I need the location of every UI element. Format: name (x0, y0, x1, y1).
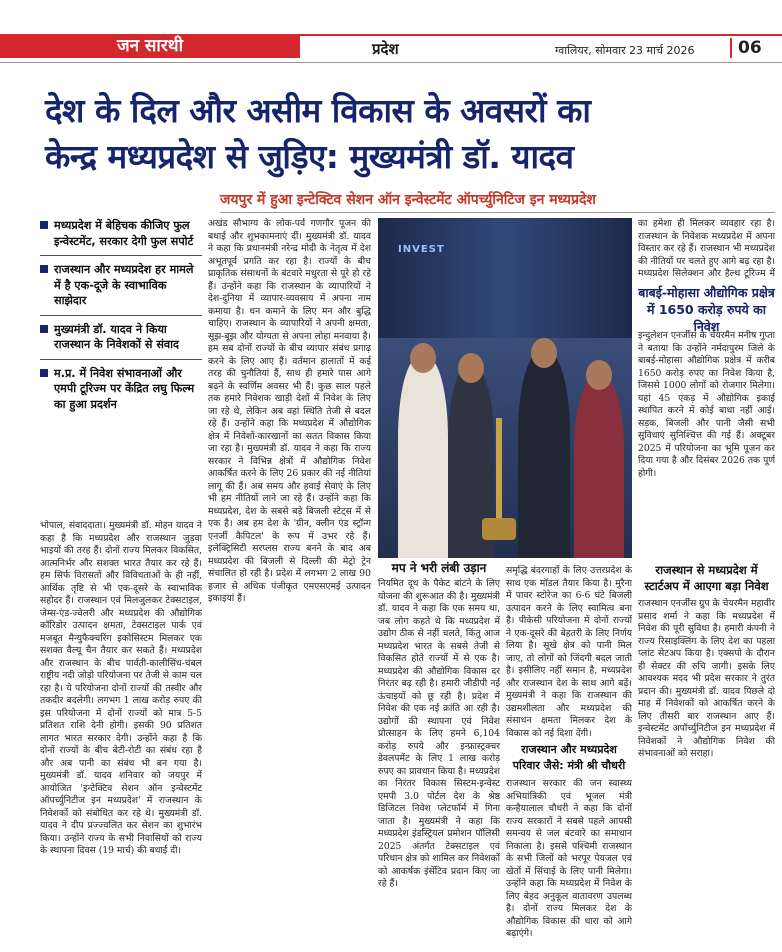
person-figure (398, 358, 448, 558)
divider (40, 315, 202, 316)
masthead-bottom-rule (0, 62, 782, 63)
divider (40, 359, 202, 360)
article-column-3: नियमित दूध के पैकेट बांटने के लिए योजना की शुरूआत की है। मुख्यमंत्री डॉ. यादव ने कहा कि एक समय था, जब लोग कहते थे कि मध्यप्रदेश में उद्योग ठीक से नहीं चलते, किंतु आज मध्यप्रदेश भारत के सबसे तेजी से विकसित होते राज्यों में से एक है। मध्यप्रदेश की औद्योगिक विकास दर निरंतर बढ़ रही है। हमारी जीडीपी नई ऊंचाइयों को छू रही है। प्रदेश में निवेश की एक नई क्रांति आ रही है। उद्योगों की स्थापना एवं निवेश प्रोत्साहन के लिए हमने 6,104 करोड़ रुपये और इन्फ्रास्ट्रक्चर डेवलपमेंट के लिए 1 लाख करोड़ रुपए का प्रावधान किया है। मध्यप्रदेश का निरंतर विकास सिस्टम-इन्वेस्ट एमपी 3.0 पोर्टल देश के श्रेष्ठ डिजिटल निवेश प्लेटफॉर्म में गिना जाता है। मुख्यमंत्री ने कहा कि मध्यप्रदेश इंडस्ट्रियल प्रमोशन पॉलिसी 2025 अंतर्गत टेक्सटाइल एवं परिधान क्षेत्र को शामिल कर निवेशकों को आकर्षक इंसेंटिव प्रदान किए जा रहे हैं। (378, 578, 500, 889)
person-head (410, 343, 436, 373)
dateline: ग्वालियर, सोमवार 23 मार्च 2026 (555, 44, 695, 57)
person-figure (518, 353, 570, 558)
masthead (0, 0, 782, 62)
main-headline (45, 88, 765, 180)
highlight-item: म.प्र. में निवेश संभावनाओं और एमपी टूरिज्म पर केंद्रित लघु फिल्म का हुआ प्रदर्शन (40, 366, 202, 413)
ceremonial-lamp-base (482, 518, 516, 540)
subheadline: जयपुर में हुआ इन्टेक्टिव सेशन ऑन इन्वेस्टमेंट ऑपर्च्युनिटिज इन मध्यप्रदेश (220, 192, 596, 208)
square-bullet-icon (40, 325, 48, 333)
square-bullet-icon (40, 369, 48, 377)
square-bullet-icon (40, 221, 48, 229)
section-name: प्रदेश (372, 40, 399, 58)
article-column-1: भोपाल, संवाददाता। मुख्यमंत्री डॉ. मोहन यादव ने कहा है कि मध्यप्रदेश और राजस्थान जुड़वा भाइयों की तरह हैं। दोनों राज्य मिलकर विकसित, आत्मनिर्भर और सशक्त भारत तैयार कर रहे हैं। हम सिर्फ विरासतों और विविधताओं के ही नहीं, आर्थिक तृष्टि से भी एक-दूसरे के स्वाभाविक सहोदर हैं। राजस्थान एवं मिलजुलकर टेक्सटाइल, जेम्स-एंड-ज्वेलरी और मध्यप्रदेश की औद्योगिक कॉरिडोर उत्पादन क्षमता, टेक्सटाइल पार्क एवं मजबूत मैन्युफैक्चरिंग इकोसिस्टम मिलकर एक सशक्त वैल्यू चैन तैयार कर सकते हैं। मध्यप्रदेश और राजस्थान के बीच पार्वती-कालीसिंध-चंबल राष्ट्रीय नदी जोड़ो परियोजना पर तेजी से काम चल रहा है। ये परियोजना दोनों राज्यों की तस्वीर और तकदीर बदलेगी। लगभग 1 लाख करोड़ रुपए की इस परियोजना में दोनों राज्यों को मात्र 5-5 प्रतिशत राशि देनी होगी। इसकी 90 प्रतिशत लागत भारत सरकार देगी। उन्होंने कहा है कि दोनों राज्यों के बीच बेटी-रोटी का संबंध रहा है और अब पानी का संबंध भी बन गया है। मुख्यमंत्री डॉ. यादव शनिवार को जयपुर में आयोजित 'इन्टेक्टिव सेशन ऑन इन्वेस्टमेंट ऑपर्च्युनिटीज इन मध्यप्रदेश' में राजस्थान के निवेशकों को संबोधित कर रहे थे। मुख्यमंत्री डॉ. यादव ने दीप प्रज्ज्वलित कर सेशन का शुभारंभ किया। उन्होंने राज्य के सभी निवासियों को राज्य के स्थापना दिवस (19 मार्च) की बधाई दी। (40, 520, 202, 856)
person-head (458, 353, 484, 383)
subheading-pariwar: राजस्थान और मध्यप्रदेश परिवार जैसे: मंत्री श्री चौधरी (512, 743, 626, 772)
article-column-4: समृद्धि बंदरगाहों के लिए उत्तरप्रदेश के साथ एक मॉडल तैयार किया है। मुरैना में पावर स्टोरेज का 6-6 घंटे बिजली उत्पादन करने के लिए स्वामित्व बना है। पीकेसी परियोजना में दोनों राज्यों ने एक-दूसरे की बेहतरी के लिए निर्णय लिया है। सूखे क्षेत्र को पानी मिल जाए, तो लोगों को जिंदगी बदल जाती है। इसीलिए नहीं समान है, मध्यप्रदेश और राजस्थान देश के साथ आगे बढ़ें। मुख्यमंत्री ने कहा कि राजस्थान की उद्यमशीलता और मध्यप्रदेश की संसाधन क्षमता मिलकर देश के विकास को नई दिशा देंगी। (506, 565, 632, 738)
subheading-mp-udaan: मप ने भरी लंबी उड़ान (391, 561, 487, 575)
subheading-babai-mohasa: बाबई-मोहासा औद्योगिक प्रक्षेत्र में 1650 करोड़ रुपये का निवेश (638, 285, 775, 334)
square-bullet-icon (40, 265, 48, 273)
article-column-6-middle: इन्दुलेशन एनर्जीस के चेयरमैन मनीष गुप्ता ने बताया कि उन्होंने नर्मदापुरम जिले के बाबई-मोहासा औद्योगिक प्रक्षेत्र में करीब 1650 करोड़ रुपए का निवेश किया है, जिससे 1000 लोगों को रोजगार मिलेगा। यहां 45 एकड़ में औद्योगिक इकाई स्थापित करने में कोई बाधा नहीं आई। सड़क, बिजली और पानी जैसी सभी सुविधाएं सुनिश्चित्त की गई हैं। अक्टूबर 2025 में परियोजना का भूमि पूजन कर दिया गया है और दिसंबर 2026 तक पूर्ण होगी। (638, 330, 775, 479)
article-column-6-bottom: राजस्थान एनर्जीस ग्रुप के चेयरमैन महावीर प्रसाद शर्मा ने कहा कि मध्यप्रदेश में निवेश की पूरी सुविधा है। हमारी कंपनी ने राज्य रिसाइक्लिंग के लिए देश का पहला प्लांट सेटअप किया है। एक्सपो के दौरान ही सेक्टर की रुचि जागी। इसके लिए आवश्यक मदद भी प्रदेश सरकार ने तुरंत प्रदान की। मुख्यमंत्री डॉ. यादव पिछले दो माह में निवेशकों को आकर्षित करने के लिए तीसरी बार राजस्थान आए हैं। इन्वेस्टमेंट अपॉर्च्युनिटीज इन मध्यप्रदेश में निवेशकों ने औद्योगिक निवेश की संभावनाओं को सराहा। (638, 598, 775, 759)
page-number: 06 (738, 38, 762, 58)
highlight-item: मुख्यमंत्री डॉ. यादव ने किया राजस्थान के निवेशकों से संवाद (40, 322, 202, 353)
photo-banner-text: INVEST (398, 244, 445, 255)
page-number-divider (730, 38, 732, 58)
person-figure (574, 378, 624, 558)
highlight-item: राजस्थान और मध्यप्रदेश हर मामले में है एक-दूजे के स्वाभाविक साझेदार (40, 262, 202, 309)
person-head (586, 360, 612, 390)
article-column-5: राजस्थान सरकार की जन स्वास्थ्य अभियांत्रिकी एवं भूजल मंत्री कन्हैयालाल चौधरी ने कहा कि दोनों राज्य सरकारों ने सबसे पहले आपसी समन्वय से जल बंटवारे का समाधान निकाला है। इससे पश्चिमी राजस्थान के सभी जिलों को भरपूर पेयजल एवं खेतों में सिंचाई के लिए पानी मिलेगा। उन्होंने कहा कि मध्यप्रदेश में निवेश के लिए बेहद अनुकूल वातावरण उपलब्ध है। दोनों राज्य मिलकर देश के औद्योगिक विकास की धारा को आगे बढ़ाएंगे। (506, 778, 632, 939)
article-column-2: अखंड सौभाग्य के लोक-पर्व गणगौर पूजन की बधाई और शुभकामनाएं दीं। मुख्यमंत्री डॉ. यादव ने कहा कि प्रधानमंत्री नरेन्द्र मोदी के नेतृत्व में देश अभूतपूर्व प्रगति कर रहा है। राज्यों के बीच प्राकृतिक संसाधनों के बंटवारे मधुरता से पूरे हो रहे हैं। उन्होंने कहा कि राजस्थान के व्यापारियों ने देश-दुनिया में व्यापार-व्यवसाय में अपना नाम कमाया है। धन कमाने के लिए मन और बुद्धि चाहिए। राजस्थान के व्यापारियों ने अपनी क्षमता, सूझ-बूझ और योग्यता से अपना लोहा मनवाया है। हम सब दोनों राज्यों के बीच व्यापार संबंध प्रगाढ़ करने के लिए आए हैं। वर्तमान हालातों में कई तरह की चुनौतियां हैं, साथ ही हमारे पास आगे बढ़ने के स्वर्णिम अवसर भी हैं। कुछ साल पहले तक हमारे निवेशक खाड़ी देशों में निवेश के लिए जा रहे थे, लेकिन अब वहां स्थिति तेजी से बदल रहे हैं। उन्होंने कहा कि मध्यप्रदेश में औद्योगिक क्षेत्र में निवेशों-कारखानों का सतत विकास किया जा रहा है। मुख्यमंत्री डॉ. यादव ने कहा कि राज्य सरकार ने विभिन्न क्षेत्रों में औद्योगिक निवेश आकर्षित करने के लिए 26 प्रकार की नई नीतियां लागू की हैं। अब समय और हवाई सेवाएं के लिए भी हम नीतियों लाने जा रहे हैं। उन्होंने कहा कि मध्यप्रदेश, देश के सबसे बड़े बिजली स्टेट्स में से एक है। अब हम देश के 'ग्रीन, क्लीन एंड स्ट्रॉन्ग एनर्जी कैपिटल' के रूप में उभर रहे हैं। इलेक्ट्रिसिटी सरप्लस राज्य बनने के बाद अब मध्यप्रदेश की बिजली से दिल्ली की मेट्रो ट्रेन संचालित हो रही है। प्रदेश में लगभग 2 लाख 90 हजार से अधिक पंजीकृत एमएसएमई उत्पादन इकाइयां हैं। (208, 218, 371, 604)
newspaper-name: जन सारथी (116, 36, 184, 56)
subhead-rule (220, 212, 775, 213)
headline-line-2: केन्द्र मध्यप्रदेश से जुड़िए: मुख्यमंत्री डॉ. यादव (45, 137, 574, 176)
subheading-rajasthan-startup: राजस्थान से मध्यप्रदेश में स्टार्टअप में आएगा बड़ा निवेश (644, 563, 769, 593)
headline-line-1: देश के दिल और असीम विकास के अवसरों का (45, 91, 591, 130)
article-column-6-top: का हमेशा ही मिलकर व्यवहार रहा है। राजस्थान के निवेशक मध्यप्रदेश में अपना विस्तार कर रहे हैं। राजस्थान भी मध्यप्रदेश की नीतियों पर चलते हुए आगे बढ़ रहा है। मध्यप्रदेश सिलेक्शन और हैल्थ टूरिज्म में (638, 218, 775, 279)
photo-stage-backdrop (378, 218, 632, 338)
divider (40, 255, 202, 256)
highlights-box (40, 218, 202, 418)
person-head (531, 338, 557, 368)
event-photo (378, 218, 632, 558)
highlight-item: मध्यप्रदेश में बेहिचक कीजिए फुल इन्वेस्टमेंट, सरकार देगी फुल सपोर्ट (40, 218, 202, 249)
